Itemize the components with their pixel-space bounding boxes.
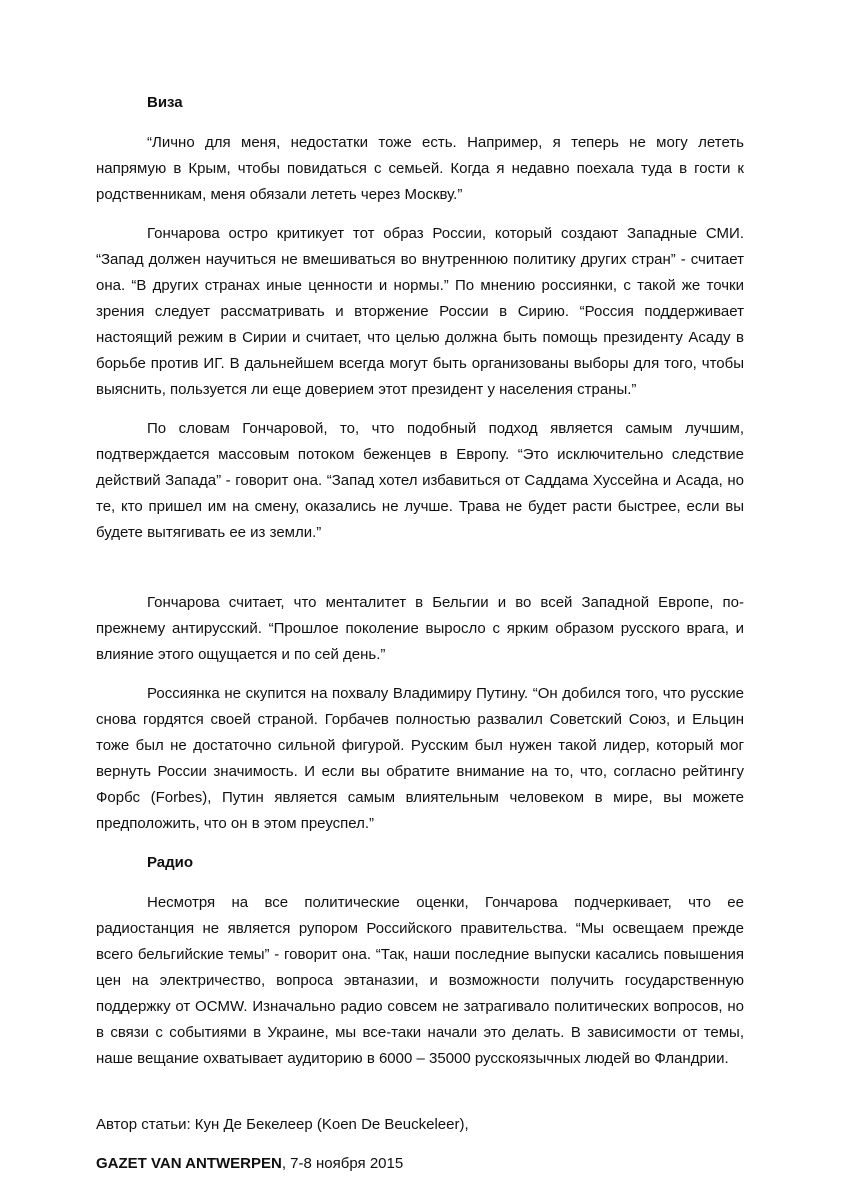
paragraph-radio-station: Несмотря на все политические оценки, Гончарова подчеркивает, что ее радиостанция не является рупором Российского правительства. “Мы освещаем прежде всего бельгийские темы” - говорит она. “Так, наши последние выпуски касались повышения цен на электричество, вопроса эвтаназии, и возможности получить государственную поддержку от OCMW. Изначально радио совсем не затрагивало политических вопросов, но в связи с событиями в Украине, мы все-таки начали это делать. В зависимости от темы, наше вещание охватывает аудиторию в 6000 – 35000 русскоязычных людей во Фландрии. — [96, 894, 744, 1067]
paragraph-western-media: Гончарова остро критикует тот образ России, который создают Западные СМИ. “Запад должен научиться не вмешиваться во внутреннюю политику других стран” - считает она. “В других странах иные ценности и нормы.” По мнению россиянки, с такой же точки зрения следует рассматривать и вторжение России в Сирию. “Россия поддерживает настоящий режим в Сирии и считает, что целью должна быть помощь президенту Асаду в борьбе против ИГ. В дальнейшем всегда могут быть организованы выборы для того, чтобы выяснить, пользуется ли еще доверием этот президент у населения страны.” — [96, 225, 744, 398]
paragraph-mentality: Гончарова считает, что менталитет в Бельгии и во всей Западной Европе, по-прежнему антирусский. “Прошлое поколение выросло с ярким образом русского врага, и влияние этого ощущается и по сей день.” — [96, 594, 744, 663]
source-date: , 7-8 ноября 2015 — [281, 1155, 404, 1172]
source-line — [96, 1151, 744, 1177]
section-heading-radio: Радио — [147, 854, 194, 871]
paragraph-refugees: По словам Гончаровой, то, что подобный подход является самым лучшим, подтверждается массовым потоком беженцев в Европу. “Это исключительно следствие действий Запада” - говорит она. “Запад хотел избавиться от Саддама Хуссейна и Асада, но те, кто пришел им на смену, оказались не лучше. Трава не будет расти быстрее, если вы будете вытягивать ее из земли.” — [96, 420, 744, 541]
paragraph-putin: Россиянка не скупится на похвалу Владимиру Путину. “Он добился того, что русские снова гордятся своей страной. Горбачев полностью развалил Советский Союз, и Ельцин тоже был не достаточно сильной фигурой. Русским был нужен такой лидер, который мог вернуть России значимость. И если вы обратите внимание на то, что, согласно рейтингу Форбс (Forbes), Путин является самым влиятельным человеком в мире, вы можете предположить, что он в этом преуспел.” — [96, 685, 744, 832]
author-line: Автор статьи: Кун Де Бекелеер (Koen De Beuckeleer), — [96, 1116, 469, 1133]
paragraph-visa-quote: “Лично для меня, недостатки тоже есть. Например, я теперь не могу лететь напрямую в Крым, чтобы повидаться с семьей. Когда я недавно поехала туда в гости к родственникам, меня обязали лететь через Москву.” — [96, 134, 744, 203]
source-publication: GAZET VAN ANTWERPEN — [96, 1155, 282, 1172]
section-heading-visa: Виза — [147, 94, 183, 111]
